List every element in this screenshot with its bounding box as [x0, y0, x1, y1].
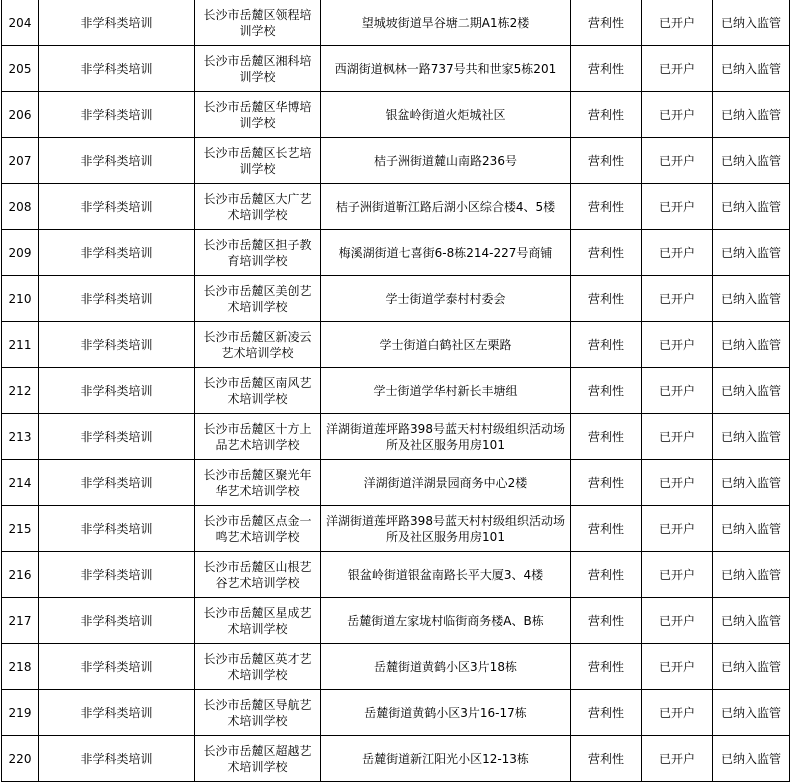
table-row [2, 276, 790, 322]
category-cell: 非学科类培训 [39, 184, 195, 230]
nature-cell: 营利性 [571, 552, 642, 598]
account-status-cell: 已开户 [642, 690, 713, 736]
account-status-cell: 已开户 [642, 460, 713, 506]
nature-cell: 营利性 [571, 414, 642, 460]
row-number-cell: 205 [2, 46, 39, 92]
category-cell: 非学科类培训 [39, 690, 195, 736]
row-number-cell: 219 [2, 690, 39, 736]
table-row [2, 230, 790, 276]
account-status-cell: 已开户 [642, 598, 713, 644]
nature-cell: 营利性 [571, 322, 642, 368]
nature-cell: 营利性 [571, 0, 642, 46]
table-row [2, 644, 790, 690]
institution-name-cell: 长沙市岳麓区华博培训学校 [195, 92, 321, 138]
category-cell: 非学科类培训 [39, 368, 195, 414]
institution-table [1, 0, 790, 782]
account-status-cell: 已开户 [642, 368, 713, 414]
row-number-cell: 217 [2, 598, 39, 644]
row-number-cell: 218 [2, 644, 39, 690]
address-cell: 岳麓街道新江阳光小区12-13栋 [321, 736, 571, 782]
institution-name-cell: 长沙市岳麓区湘科培训学校 [195, 46, 321, 92]
account-status-cell: 已开户 [642, 92, 713, 138]
supervision-status-cell: 已纳入监管 [713, 460, 790, 506]
institution-name-cell: 长沙市岳麓区美创艺术培训学校 [195, 276, 321, 322]
account-status-cell: 已开户 [642, 506, 713, 552]
address-cell: 洋湖街道莲坪路398号蓝天村村级组织活动场所及社区服务用房101 [321, 506, 571, 552]
supervision-status-cell: 已纳入监管 [713, 644, 790, 690]
table-row [2, 414, 790, 460]
institution-name-cell: 长沙市岳麓区十方上品艺术培训学校 [195, 414, 321, 460]
address-cell: 学士街道白鹤社区左栗路 [321, 322, 571, 368]
table-row [2, 460, 790, 506]
row-number-cell: 216 [2, 552, 39, 598]
institution-name-cell: 长沙市岳麓区大广艺术培训学校 [195, 184, 321, 230]
address-cell: 银盆岭街道火炬城社区 [321, 92, 571, 138]
table-row [2, 506, 790, 552]
address-cell: 岳麓街道黄鹤小区3片16-17栋 [321, 690, 571, 736]
category-cell: 非学科类培训 [39, 414, 195, 460]
table-row [2, 368, 790, 414]
row-number-cell: 206 [2, 92, 39, 138]
account-status-cell: 已开户 [642, 552, 713, 598]
supervision-status-cell: 已纳入监管 [713, 322, 790, 368]
supervision-status-cell: 已纳入监管 [713, 736, 790, 782]
supervision-status-cell: 已纳入监管 [713, 0, 790, 46]
account-status-cell: 已开户 [642, 0, 713, 46]
nature-cell: 营利性 [571, 598, 642, 644]
supervision-status-cell: 已纳入监管 [713, 276, 790, 322]
category-cell: 非学科类培训 [39, 322, 195, 368]
row-number-cell: 207 [2, 138, 39, 184]
category-cell: 非学科类培训 [39, 506, 195, 552]
supervision-status-cell: 已纳入监管 [713, 414, 790, 460]
nature-cell: 营利性 [571, 92, 642, 138]
address-cell: 桔子洲街道靳江路后湖小区综合楼4、5楼 [321, 184, 571, 230]
table-row [2, 598, 790, 644]
supervision-status-cell: 已纳入监管 [713, 368, 790, 414]
nature-cell: 营利性 [571, 460, 642, 506]
nature-cell: 营利性 [571, 644, 642, 690]
address-cell: 洋湖街道莲坪路398号蓝天村村级组织活动场所及社区服务用房101 [321, 414, 571, 460]
institution-name-cell: 长沙市岳麓区超越艺术培训学校 [195, 736, 321, 782]
table-row [2, 736, 790, 782]
category-cell: 非学科类培训 [39, 92, 195, 138]
row-number-cell: 214 [2, 460, 39, 506]
supervision-status-cell: 已纳入监管 [713, 552, 790, 598]
address-cell: 梅溪湖街道七喜街6-8栋214-227号商铺 [321, 230, 571, 276]
nature-cell: 营利性 [571, 506, 642, 552]
row-number-cell: 204 [2, 0, 39, 46]
address-cell: 学士街道学华村新长丰塘组 [321, 368, 571, 414]
table-row [2, 46, 790, 92]
account-status-cell: 已开户 [642, 322, 713, 368]
table-row [2, 92, 790, 138]
nature-cell: 营利性 [571, 184, 642, 230]
address-cell: 学士街道学泰村村委会 [321, 276, 571, 322]
institution-name-cell: 长沙市岳麓区英才艺术培训学校 [195, 644, 321, 690]
institution-name-cell: 长沙市岳麓区南风艺术培训学校 [195, 368, 321, 414]
row-number-cell: 209 [2, 230, 39, 276]
address-cell: 岳麓街道黄鹤小区3片18栋 [321, 644, 571, 690]
account-status-cell: 已开户 [642, 644, 713, 690]
institution-name-cell: 长沙市岳麓区领程培训学校 [195, 0, 321, 46]
address-cell: 银盆岭街道银盆南路长平大厦3、4楼 [321, 552, 571, 598]
nature-cell: 营利性 [571, 368, 642, 414]
address-cell: 洋湖街道洋湖景园商务中心2楼 [321, 460, 571, 506]
table-row [2, 690, 790, 736]
category-cell: 非学科类培训 [39, 644, 195, 690]
account-status-cell: 已开户 [642, 184, 713, 230]
nature-cell: 营利性 [571, 230, 642, 276]
supervision-status-cell: 已纳入监管 [713, 138, 790, 184]
address-cell: 西湖街道枫林一路737号共和世家5栋201 [321, 46, 571, 92]
supervision-status-cell: 已纳入监管 [713, 598, 790, 644]
supervision-status-cell: 已纳入监管 [713, 184, 790, 230]
address-cell: 望城坡街道旱谷塘二期A1栋2楼 [321, 0, 571, 46]
table-row [2, 552, 790, 598]
institution-name-cell: 长沙市岳麓区新凌云艺术培训学校 [195, 322, 321, 368]
category-cell: 非学科类培训 [39, 0, 195, 46]
address-cell: 桔子洲街道麓山南路236号 [321, 138, 571, 184]
account-status-cell: 已开户 [642, 230, 713, 276]
row-number-cell: 210 [2, 276, 39, 322]
nature-cell: 营利性 [571, 690, 642, 736]
nature-cell: 营利性 [571, 736, 642, 782]
category-cell: 非学科类培训 [39, 46, 195, 92]
account-status-cell: 已开户 [642, 736, 713, 782]
category-cell: 非学科类培训 [39, 552, 195, 598]
nature-cell: 营利性 [571, 46, 642, 92]
category-cell: 非学科类培训 [39, 276, 195, 322]
institution-name-cell: 长沙市岳麓区聚光年华艺术培训学校 [195, 460, 321, 506]
institution-name-cell: 长沙市岳麓区星成艺术培训学校 [195, 598, 321, 644]
row-number-cell: 215 [2, 506, 39, 552]
account-status-cell: 已开户 [642, 414, 713, 460]
supervision-status-cell: 已纳入监管 [713, 46, 790, 92]
category-cell: 非学科类培训 [39, 460, 195, 506]
supervision-status-cell: 已纳入监管 [713, 230, 790, 276]
institution-name-cell: 长沙市岳麓区担子教育培训学校 [195, 230, 321, 276]
table-row [2, 184, 790, 230]
row-number-cell: 213 [2, 414, 39, 460]
nature-cell: 营利性 [571, 138, 642, 184]
supervision-status-cell: 已纳入监管 [713, 92, 790, 138]
row-number-cell: 220 [2, 736, 39, 782]
row-number-cell: 208 [2, 184, 39, 230]
institution-name-cell: 长沙市岳麓区点金一鸣艺术培训学校 [195, 506, 321, 552]
address-cell: 岳麓街道左家垅村临街商务楼A、B栋 [321, 598, 571, 644]
table-body [2, 0, 790, 782]
account-status-cell: 已开户 [642, 138, 713, 184]
table-row [2, 138, 790, 184]
category-cell: 非学科类培训 [39, 230, 195, 276]
supervision-status-cell: 已纳入监管 [713, 690, 790, 736]
supervision-status-cell: 已纳入监管 [713, 506, 790, 552]
category-cell: 非学科类培训 [39, 736, 195, 782]
institution-name-cell: 长沙市岳麓区山根艺谷艺术培训学校 [195, 552, 321, 598]
row-number-cell: 211 [2, 322, 39, 368]
nature-cell: 营利性 [571, 276, 642, 322]
row-number-cell: 212 [2, 368, 39, 414]
account-status-cell: 已开户 [642, 276, 713, 322]
category-cell: 非学科类培训 [39, 598, 195, 644]
table-row [2, 322, 790, 368]
institution-name-cell: 长沙市岳麓区长艺培训学校 [195, 138, 321, 184]
category-cell: 非学科类培训 [39, 138, 195, 184]
institution-name-cell: 长沙市岳麓区导航艺术培训学校 [195, 690, 321, 736]
table-row [2, 0, 790, 46]
account-status-cell: 已开户 [642, 46, 713, 92]
